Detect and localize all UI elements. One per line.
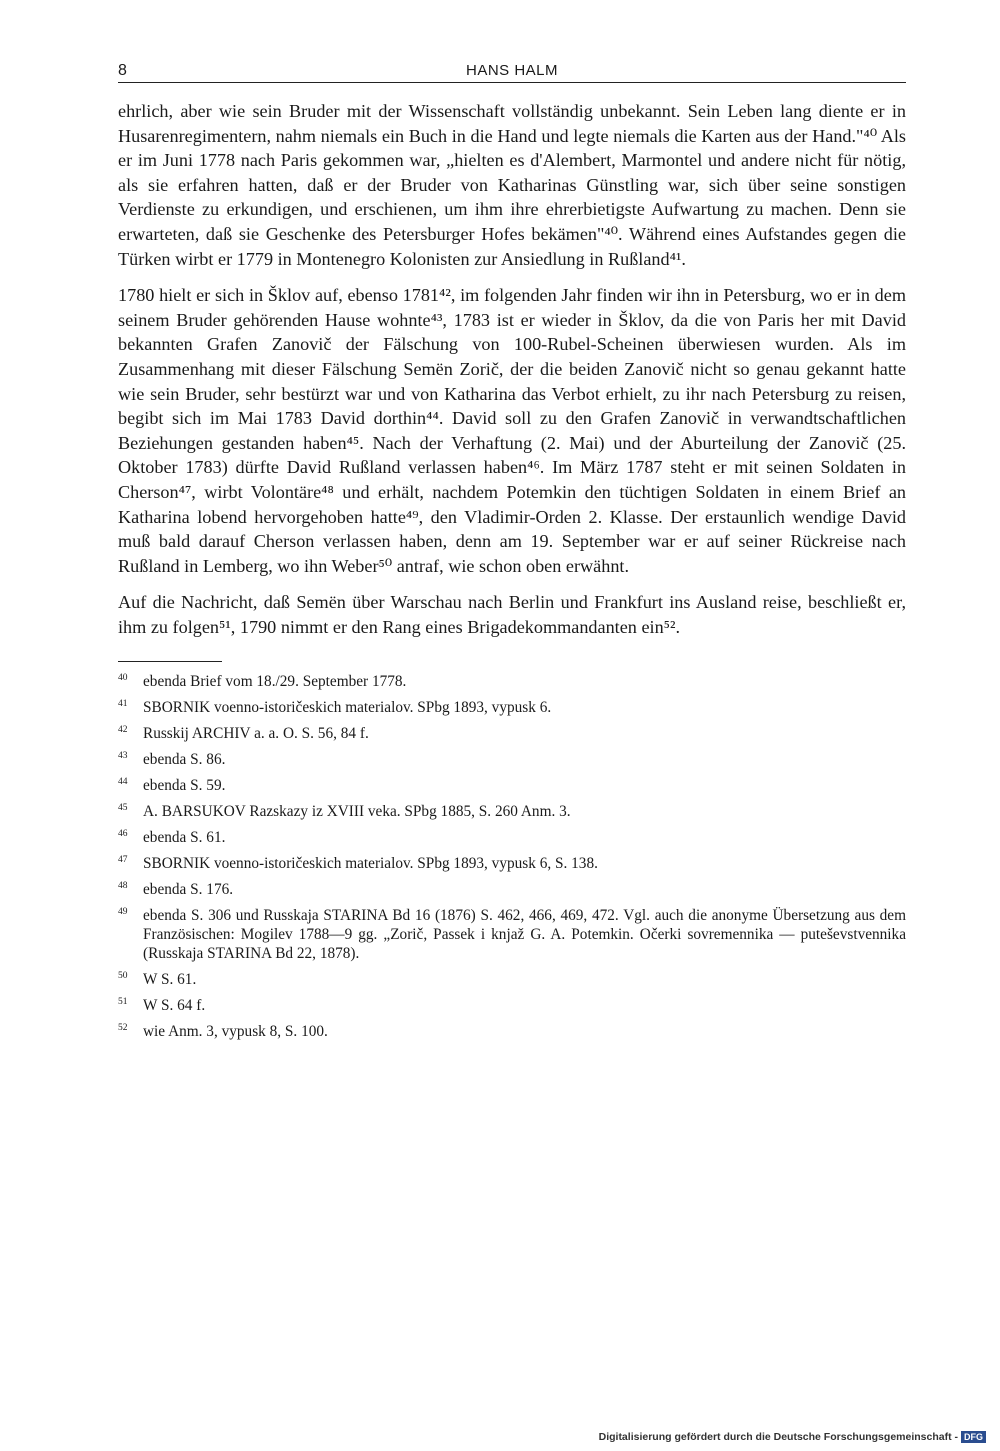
footnote-mark: 50: [118, 971, 128, 982]
footnote-mark: 49: [118, 907, 128, 918]
footnote-text: W S. 61.: [143, 971, 197, 989]
footnotes: [118, 672, 906, 1041]
footnote-text: ebenda S. 176.: [143, 881, 234, 899]
footnote-mark: 44: [118, 777, 128, 788]
footnote-text: SBORNIK voenno-istoričeskich materialov. SPbg 1893, vypusk 6, S. 138.: [143, 855, 598, 873]
footnote-text: W S. 64 f.: [143, 997, 206, 1015]
dfg-logo-icon: DFG: [961, 1431, 986, 1443]
document-page: [118, 58, 906, 1048]
footnote-mark: 51: [118, 997, 128, 1008]
footnote-text: ebenda S. 59.: [143, 777, 226, 795]
running-head: HANS HALM: [465, 62, 559, 79]
footnote-text: Russkij ARCHIV a. a. O. S. 56, 84 f.: [143, 725, 369, 743]
footnote-text: SBORNIK voenno-istoričeskich materialov. SPbg 1893, vypusk 6.: [143, 699, 552, 717]
footnote-mark: 52: [118, 1023, 128, 1034]
footnote-mark: 42: [118, 725, 128, 736]
footnote-mark: 45: [118, 803, 128, 814]
footnote: [118, 776, 906, 795]
footnote-mark: 48: [118, 881, 128, 892]
footnote-mark: 40: [118, 673, 128, 684]
footnote-text: ebenda S. 61.: [143, 829, 226, 847]
footnote: [118, 724, 906, 743]
paragraph: 1780 hielt er sich in Šklov auf, ebenso 1781⁴², im folgenden Jahr finden wir ihn in Petersburg, wo er in dem seinem Bruder gehörenden Hause wohnte⁴³, 1783 ist er wieder in Šklov, da die von Paris her mit David bekannten Grafen Zanovič der Fälschung von 100-Rubel-Scheinen überwiesen wurden. Als im Zusammenhang mit dieser Fälschung Semën Zorič, der die beiden Zanovič nicht so genau gekannt hatte wie sein Bruder, sehr bestürzt war und von Katharina das Verbot erhielt, zu ihr nach Petersburg zu reisen, begibt sich im Mai 1783 David dorthin⁴⁴. David soll zu den Grafen Zanovič in verwandtschaftlichen Beziehungen gestanden haben⁴⁵. Nach der Verhaftung (2. Mai) und der Aburteilung der Zanovič (25. Oktober 1783) dürfte David Rußland verlassen haben⁴⁶. Im März 1787 steht er mit seinen Soldaten in Cherson⁴⁷, wirbt Volontäre⁴⁸ und erhält, nachdem Potemkin den tüchtigen Soldaten in einem Brief an Katharina lobend hervorgehoben hatte⁴⁹, den Vladimir-Orden 2. Klasse. Der erstaunlich wendige David muß bald darauf Cherson verlassen haben, denn am 19. September war er auf seiner Rückreise nach Rußland in Lemberg, wo ihn Weber⁵⁰ antraf, wie schon oben erwähnt.: [118, 285, 906, 576]
footnote-mark: 47: [118, 855, 128, 866]
digitization-banner: [599, 1431, 986, 1443]
footnote: [118, 970, 906, 989]
footnote-text: ebenda S. 86.: [143, 751, 226, 769]
banner-text: Digitalisierung gefördert durch die Deutsche Forschungsgemeinschaft -: [598, 1431, 958, 1443]
footnote: [118, 698, 906, 717]
page-header: [118, 58, 906, 83]
footnote: [118, 828, 906, 847]
footnote: [118, 906, 906, 963]
footnote: [118, 854, 906, 873]
footnote-mark: 41: [118, 699, 128, 710]
footnote-text: ebenda Brief vom 18./29. September 1778.: [143, 673, 407, 691]
footnote: [118, 802, 906, 821]
footnote: [118, 1022, 906, 1041]
footnote-text: A. BARSUKOV Razskazy iz XVIII veka. SPbg 1885, S. 260 Anm. 3.: [143, 803, 571, 821]
footnote: [118, 750, 906, 769]
footnote: [118, 880, 906, 899]
footnote-divider: [118, 661, 222, 662]
body-text: [118, 99, 906, 639]
paragraph: ehrlich, aber wie sein Bruder mit der Wissenschaft vollständig unbekannt. Sein Leben lang diente er in Husarenregimentern, nahm niemals ein Buch in die Hand und legte niemals die Karten aus der Hand."⁴⁰ Als er im Juni 1778 nach Paris gekommen war, „hielten es d'Alembert, Marmontel und andere nicht für nötig, als sie erfahren hatten, daß er der Bruder von Katharinas Günstling war, sich über seine sonstigen Verdienste zu erkundigen, und erschienen, um ihm ihre ehrerbietigste Aufwartung zu machen. Denn sie erwarteten, daß sie Geschenke des Petersburger Hofes bekämen"⁴⁰. Während eines Aufstandes gegen die Türken wirbt er 1779 in Montenegro Kolonisten zur Ansiedlung in Rußland⁴¹.: [118, 101, 906, 269]
page-number: 8: [118, 62, 127, 79]
footnote-mark: 43: [118, 751, 128, 762]
footnote: [118, 672, 906, 691]
footnote-text: wie Anm. 3, vypusk 8, S. 100.: [143, 1023, 328, 1041]
footnote-mark: 46: [118, 829, 128, 840]
footnote: [118, 996, 906, 1015]
footnote-text: ebenda S. 306 und Russkaja STARINA Bd 16 (1876) S. 462, 466, 469, 472. Vgl. auch die anonyme Übersetzung aus dem Französischen: Mogilev 1788—9 gg. „Zorič, Passek i knjaž G. A. Potemkin. Očerki sovremennika — puteševstvennika (Russkaja STARINA Bd 22, 1878).: [143, 907, 906, 963]
paragraph: Auf die Nachricht, daß Semën über Warschau nach Berlin und Frankfurt ins Ausland reise, beschließt er, ihm zu folgen⁵¹, 1790 nimmt er den Rang eines Brigadekommandanten ein⁵².: [118, 592, 906, 637]
